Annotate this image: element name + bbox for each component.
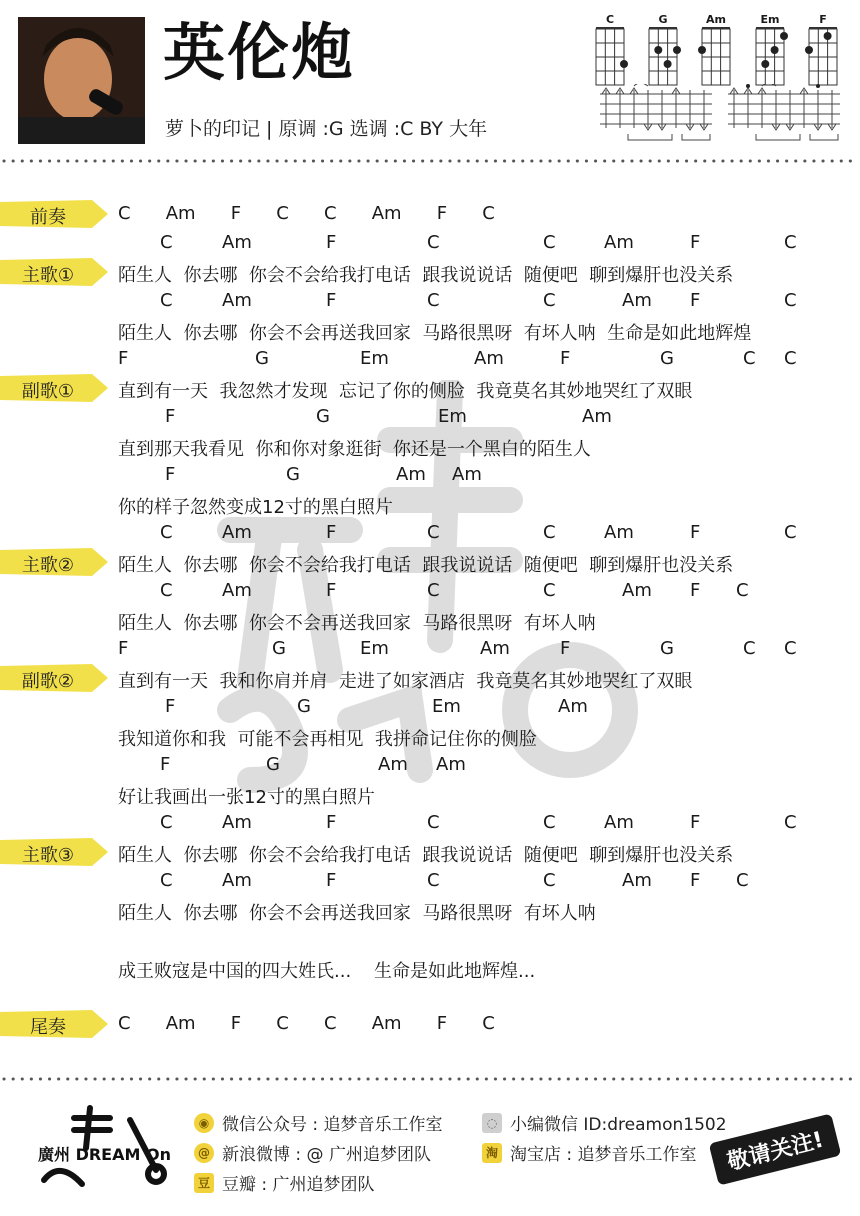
- chord-label: F: [326, 812, 337, 833]
- ending-line: 成王败寇是中国的四大姓氏... 生命是如此地辉煌...: [118, 961, 536, 982]
- section-label-verse1: 主歌①: [0, 256, 108, 288]
- chord-label: C: [784, 290, 797, 311]
- weibo-icon: @: [194, 1143, 214, 1163]
- chord-label: Am: [452, 464, 482, 485]
- chord-label: F: [326, 522, 337, 543]
- chord-label: C: [543, 522, 556, 543]
- chord-label: F: [326, 580, 337, 601]
- chord-label: C: [160, 580, 173, 601]
- chord-diagram-am-icon: Am: [696, 13, 736, 93]
- chord-label: F: [165, 406, 176, 427]
- chord-diagram-f-icon: F: [803, 13, 843, 93]
- chord-label: Am: [480, 638, 510, 659]
- chorus2-lyric-1: 直到有一天 我和你肩并肩 走进了如家酒店 我竟莫名其妙地哭红了双眼: [118, 671, 693, 692]
- chord-label: F: [690, 522, 701, 543]
- section-label-chorus1: 副歌①: [0, 372, 108, 404]
- chorus1-lyric-2: 直到那天我看见 你和你对象逛街 你还是一个黑白的陌生人: [118, 439, 591, 460]
- chord-label: F: [690, 232, 701, 253]
- footer-weibo: @ 新浪微博 : @ 广州追梦团队: [194, 1140, 431, 1165]
- chord-label: C: [784, 522, 797, 543]
- chord-label: F: [118, 348, 129, 369]
- chord-label: C: [784, 638, 797, 659]
- chord-label: F: [690, 580, 701, 601]
- dream-on-logo: [30, 1100, 170, 1196]
- wechat-chat-icon: ◌: [482, 1113, 502, 1133]
- chord-label: C: [784, 348, 797, 369]
- chord-label: C: [160, 290, 173, 311]
- chord-label: C: [736, 580, 749, 601]
- strum-pattern-2-icon: [726, 84, 842, 150]
- chord-label: C: [543, 812, 556, 833]
- chord-label: Am: [604, 812, 634, 833]
- chord-label: Am: [222, 522, 252, 543]
- chorus2-lyric-2: 我知道你和我 可能不会再相见 我拼命记住你的侧脸: [118, 729, 537, 750]
- chord-label: F: [118, 638, 129, 659]
- chord-label: Am: [396, 464, 426, 485]
- section-label-outro: 尾奏: [0, 1008, 108, 1040]
- chord-label: C: [736, 870, 749, 891]
- song-title: 英伦炮: [163, 16, 356, 89]
- section-label-chorus2: 副歌②: [0, 662, 108, 694]
- chord-label: G: [255, 348, 269, 369]
- chord-label: F: [560, 638, 571, 659]
- chord-label: C: [543, 580, 556, 601]
- chord-label: C: [543, 870, 556, 891]
- chord-label: C: [160, 812, 173, 833]
- chord-label: C: [784, 232, 797, 253]
- chord-label: F: [326, 870, 337, 891]
- chord-label: C: [427, 870, 440, 891]
- chord-label: G: [316, 406, 330, 427]
- chord-label: Am: [622, 290, 652, 311]
- chord-label: C: [427, 580, 440, 601]
- separator-top: [0, 158, 860, 164]
- separator-bottom: [0, 1076, 860, 1082]
- chord-label: G: [266, 754, 280, 775]
- chord-label: Am: [582, 406, 612, 427]
- chord-label: G: [297, 696, 311, 717]
- chord-label: G: [660, 638, 674, 659]
- wechat-icon: ◉: [194, 1113, 214, 1133]
- chord-label: Am: [604, 522, 634, 543]
- chord-label: Em: [360, 348, 389, 369]
- chord-label: C: [427, 232, 440, 253]
- chord-label: G: [286, 464, 300, 485]
- chord-label: F: [690, 812, 701, 833]
- chord-label: Am: [474, 348, 504, 369]
- chord-label: Em: [432, 696, 461, 717]
- taobao-icon: 淘: [482, 1143, 502, 1163]
- chorus1-lyric-3: 你的样子忽然变成12寸的黑白照片: [118, 497, 393, 518]
- chord-label: Am: [604, 232, 634, 253]
- chord-label: Am: [622, 580, 652, 601]
- verse1-lyric-1: 陌生人 你去哪 你会不会给我打电话 跟我说说话 随便吧 聊到爆肝也没关系: [118, 265, 734, 286]
- chord-label: C: [160, 232, 173, 253]
- chord-label: C: [160, 522, 173, 543]
- chord-label: C: [160, 870, 173, 891]
- chorus1-lyric-1: 直到有一天 我忽然才发现 忘记了你的侧脸 我竟莫名其妙地哭红了双眼: [118, 381, 693, 402]
- chord-label: Am: [222, 232, 252, 253]
- intro-chords: C Am F C C Am F C: [118, 203, 495, 224]
- chord-label: C: [543, 232, 556, 253]
- verse3-lyric-2: 陌生人 你去哪 你会不会再送我回家 马路很黑呀 有坏人呐: [118, 903, 596, 924]
- footer-wechat-public: ◉ 微信公众号 : 追梦音乐工作室: [194, 1110, 443, 1135]
- chord-label: Am: [436, 754, 466, 775]
- verse1-lyric-2: 陌生人 你去哪 你会不会再送我回家 马路很黑呀 有坏人呐 生命是如此地辉煌: [118, 323, 752, 344]
- artist-photo: [18, 17, 145, 144]
- follow-badge: 敬请关注!: [709, 1113, 842, 1185]
- chord-label: F: [165, 696, 176, 717]
- chord-label: F: [326, 290, 337, 311]
- chord-label: C: [543, 290, 556, 311]
- chord-label: Am: [222, 870, 252, 891]
- chord-label: C: [427, 812, 440, 833]
- chord-label: F: [160, 754, 171, 775]
- song-meta: 萝卜的印记 | 原调 :G 选调 :C BY 大年: [165, 118, 488, 140]
- chord-diagram-c-icon: C: [590, 13, 630, 93]
- section-label-intro: 前奏: [0, 198, 108, 230]
- chord-label: C: [743, 638, 756, 659]
- verse2-lyric-1: 陌生人 你去哪 你会不会给我打电话 跟我说说话 随便吧 聊到爆肝也没关系: [118, 555, 734, 576]
- chord-label: Em: [360, 638, 389, 659]
- chord-label: Am: [222, 580, 252, 601]
- logo-text: 廣州 DREAM On: [38, 1145, 170, 1164]
- chorus2-lyric-3: 好让我画出一张12寸的黑白照片: [118, 787, 375, 808]
- section-label-verse3: 主歌③: [0, 836, 108, 868]
- chord-label: G: [660, 348, 674, 369]
- footer-taobao: 淘 淘宝店 : 追梦音乐工作室: [482, 1140, 697, 1165]
- section-label-verse2: 主歌②: [0, 546, 108, 578]
- chord-label: F: [165, 464, 176, 485]
- douban-icon: 豆: [194, 1173, 214, 1193]
- chord-label: G: [272, 638, 286, 659]
- chord-diagram-em-icon: Em: [750, 13, 790, 93]
- chord-diagram-g-icon: G: [643, 13, 683, 93]
- chord-label: Am: [378, 754, 408, 775]
- chord-label: Am: [222, 290, 252, 311]
- chord-label: Am: [622, 870, 652, 891]
- chord-label: F: [326, 232, 337, 253]
- chord-label: F: [690, 870, 701, 891]
- verse3-lyric-1: 陌生人 你去哪 你会不会给我打电话 跟我说说话 随便吧 聊到爆肝也没关系: [118, 845, 734, 866]
- chord-label: C: [743, 348, 756, 369]
- footer-douban: 豆 豆瓣 : 广州追梦团队: [194, 1170, 375, 1195]
- chord-label: Am: [558, 696, 588, 717]
- chord-label: C: [784, 812, 797, 833]
- chord-label: C: [427, 522, 440, 543]
- chord-label: C: [427, 290, 440, 311]
- footer-editor-wechat: ◌ 小编微信 ID:dreamon1502: [482, 1110, 727, 1135]
- verse2-lyric-2: 陌生人 你去哪 你会不会再送我回家 马路很黑呀 有坏人呐: [118, 613, 596, 634]
- chord-label: Em: [438, 406, 467, 427]
- outro-chords: C Am F C C Am F C: [118, 1013, 495, 1034]
- chord-label: Am: [222, 812, 252, 833]
- chord-label: F: [690, 290, 701, 311]
- chord-label: F: [560, 348, 571, 369]
- strum-pattern-1-icon: [598, 84, 714, 150]
